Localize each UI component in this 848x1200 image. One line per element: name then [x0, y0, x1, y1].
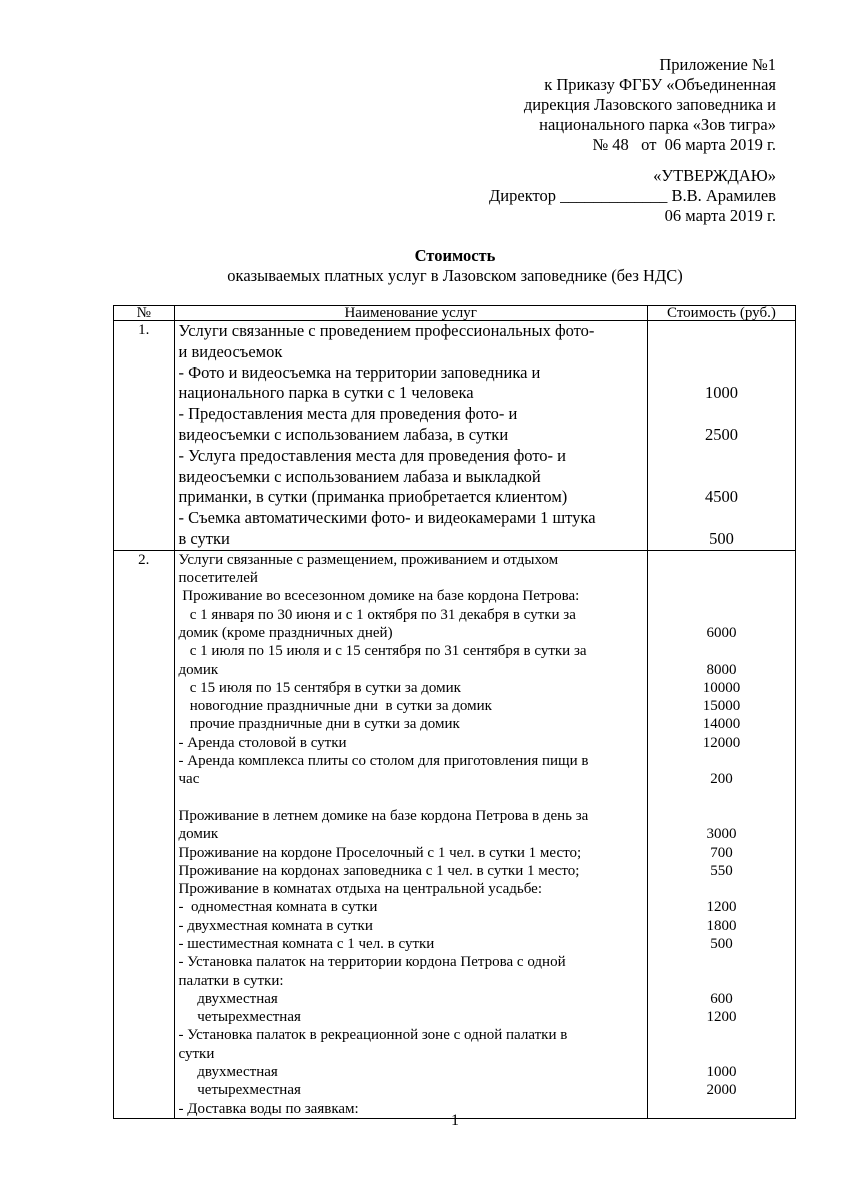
service-line: - одноместная комната в сутки [178, 899, 378, 916]
cost-value: 3000 [706, 826, 737, 843]
service-line: - Услуга предоставления места для проведения фото- и [178, 445, 567, 465]
service-line: четырехместная [178, 1009, 301, 1026]
service-line: домик [178, 661, 219, 678]
service-line: прочие праздничные дни в сутки за домик [178, 716, 460, 733]
cost-value: 15000 [702, 698, 741, 715]
table-row [114, 550, 796, 1118]
service-line: видеосъемки с использованием лабаза и выкладкой [178, 466, 541, 486]
service-line: - Установка палаток на территории кордона Петрова с одной [178, 954, 566, 971]
cost-value: 700 [710, 844, 733, 861]
appendix-header [524, 55, 776, 155]
cost-value [652, 789, 791, 807]
cost-value: 10000 [702, 679, 741, 696]
header-line: Приложение №1 [659, 55, 776, 74]
service-line: новогодние праздничные дни в сутки за домик [178, 698, 492, 715]
table-header-row [114, 306, 796, 321]
cost-value: 1800 [706, 917, 737, 934]
approval-stamp: «УТВЕРЖДАЮ» [653, 166, 776, 185]
service-line: видеосъемки с использованием лабаза, в сутки [178, 424, 509, 444]
cost-value: 550 [710, 862, 733, 879]
cost-value [652, 467, 791, 488]
service-line: час [178, 771, 200, 788]
service-line: Проживание в летнем домике на базе кордона Петрова в день за [178, 807, 589, 824]
service-line: - Доставка воды по заявкам: [178, 1100, 359, 1117]
service-line: четырехместная [178, 1082, 301, 1099]
service-line: в сутки [178, 528, 230, 548]
row-number: 2. [114, 550, 175, 1118]
cost-value: 4500 [704, 487, 738, 507]
cost-value: 500 [710, 936, 733, 952]
cost-value [652, 321, 791, 342]
cost-value [652, 752, 791, 770]
cost-value [652, 880, 791, 898]
cost-value [652, 1045, 791, 1063]
service-line: сутки [178, 1045, 215, 1062]
cost-value [652, 363, 791, 384]
service-line: - шестиместная комната с 1 чел. в сутки [178, 936, 435, 952]
cost-value: 1000 [704, 383, 738, 403]
service-line: двухместная [178, 1064, 278, 1081]
service-line: Проживание на кордонах заповедника с 1 чел. в сутки 1 место; [178, 862, 580, 879]
cost-value: 12000 [702, 734, 741, 751]
service-name-cell [174, 550, 647, 1118]
cost-value [652, 642, 791, 660]
cost-value: 8000 [706, 661, 737, 678]
cost-value: 500 [709, 528, 734, 548]
cost-value [652, 446, 791, 467]
service-line: с 1 июля по 15 июля и с 15 сентября по 31 сентября в сутки за [178, 643, 587, 660]
service-line: Проживание на кордоне Проселочный с 1 чел. в сутки 1 место; [178, 844, 582, 861]
cost-value [652, 972, 791, 990]
service-line: и видеосъемок [178, 341, 283, 361]
cost-value [652, 606, 791, 624]
header-line: к Приказу ФГБУ «Объединенная [544, 75, 776, 94]
service-line: - Предоставления места для проведения фото- и [178, 404, 518, 424]
cost-value [652, 404, 791, 425]
service-line: Услуги связанные с размещением, проживанием и отдыхом [178, 551, 559, 568]
service-line: - двухместная комната в сутки [178, 917, 373, 934]
column-header-cost: Стоимость (руб.) [647, 306, 795, 321]
approval-block [489, 166, 776, 226]
header-line: дирекция Лазовского заповедника и [523, 95, 776, 114]
service-line: двухместная [178, 990, 278, 1007]
service-cost-cell [647, 550, 795, 1118]
service-line: приманки, в сутки (приманка приобретается клиентом) [178, 487, 568, 507]
column-header-service: Наименование услуг [174, 306, 647, 321]
cost-value: 14000 [702, 716, 741, 733]
service-line: палатки в сутки: [178, 972, 284, 989]
cost-value: 6000 [706, 624, 737, 641]
cost-value [652, 953, 791, 971]
service-line: Проживание во всесезонном домике на базе кордона Петрова: [178, 588, 580, 605]
service-line: домик (кроме праздничных дней) [178, 624, 393, 641]
service-line: посетителей [178, 570, 258, 587]
service-line: Услуги связанные с проведением профессиональных фото- [178, 321, 595, 340]
cost-value: 1000 [706, 1064, 737, 1081]
cost-value [652, 508, 791, 529]
row-number: 1. [114, 321, 175, 551]
cost-value: 200 [710, 771, 733, 788]
service-line: национального парка в сутки с 1 человека [178, 383, 474, 403]
service-line: - Аренда комплекса плиты со столом для приготовления пищи в [178, 753, 589, 770]
service-line [179, 789, 643, 807]
title-heading: Стоимость [414, 246, 496, 265]
service-line: домик [178, 826, 219, 843]
header-line: национального парка «Зов тигра» [539, 115, 776, 134]
cost-value [652, 1026, 791, 1044]
cost-value: 1200 [706, 899, 737, 916]
table-row [114, 321, 796, 551]
page-number: 1 [451, 1112, 459, 1129]
document-title [0, 246, 848, 286]
service-line: с 1 января по 30 июня и с 1 октября по 31 декабря в сутки за [178, 606, 576, 623]
service-line: - Фото и видеосъемка на территории заповедника и [178, 362, 541, 382]
services-price-table [113, 305, 796, 1119]
approval-date: 06 марта 2019 г. [664, 206, 776, 225]
service-line: с 15 июля по 15 сентября в сутки за домик [178, 679, 461, 696]
cost-value [652, 807, 791, 825]
cost-value: 600 [710, 990, 733, 1007]
service-cost-cell [647, 321, 795, 551]
director-signature-line: Директор _____________ В.В. Арамилев [489, 186, 776, 205]
cost-value: 2500 [704, 424, 738, 444]
service-line: - Аренда столовой в сутки [178, 734, 347, 751]
service-line: - Установка палаток в рекреационной зоне с одной палатки в [178, 1027, 568, 1044]
title-subheading: оказываемых платных услуг в Лазовском заповеднике (без НДС) [227, 266, 683, 285]
column-header-number: № [114, 306, 175, 321]
cost-value [652, 551, 791, 569]
cost-value: 2000 [706, 1082, 737, 1099]
cost-value [652, 569, 791, 587]
cost-value [652, 342, 791, 363]
cost-value [652, 587, 791, 605]
cost-value: 1200 [706, 1009, 737, 1026]
service-line: Проживание в комнатах отдыха на центральной усадьбе: [178, 881, 542, 898]
service-line: - Съемка автоматическими фото- и видеокамерами 1 штука [178, 508, 596, 528]
header-line: № 48 от 06 марта 2019 г. [592, 135, 776, 154]
service-name-cell [174, 321, 647, 551]
